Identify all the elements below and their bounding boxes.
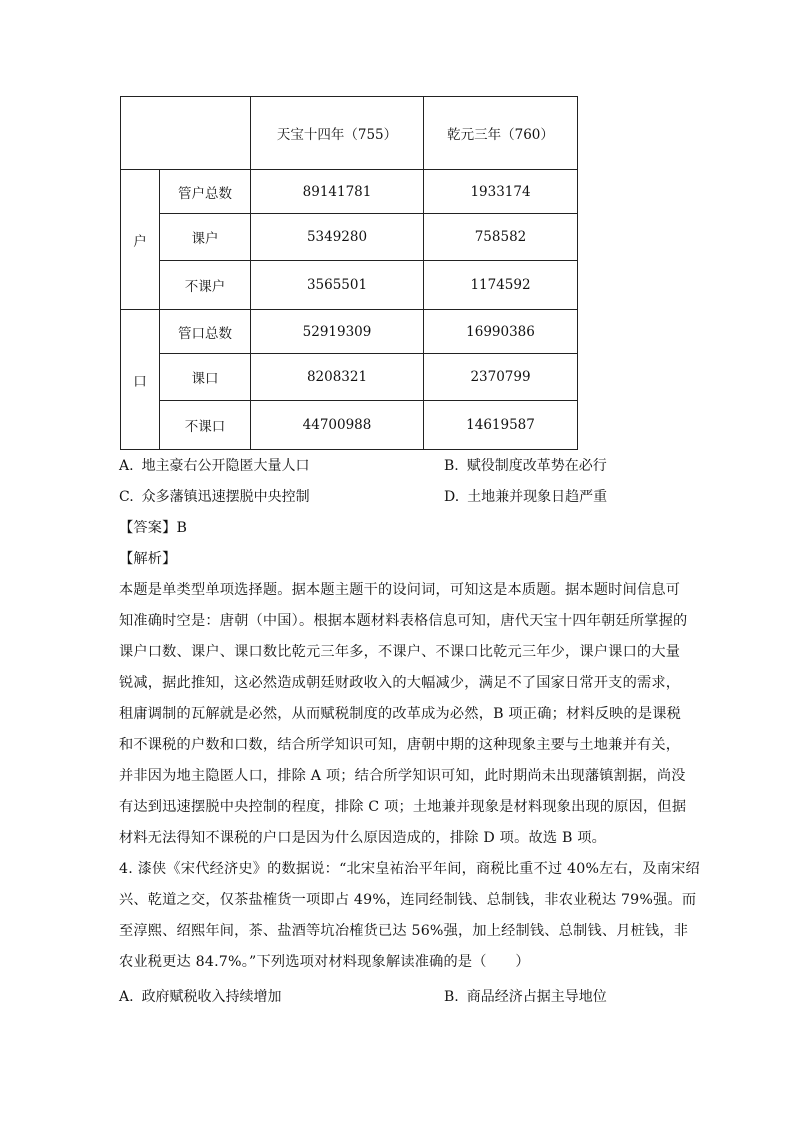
option-d [444,486,607,506]
analysis-text-line: 本题是单类型单项选择题。据本题主题干的设问词，可知这是本质题。据本题时间信息可 [119,582,681,598]
analysis-text-line: 课户口数、课户、课口数比乾元三年多，不课户、不课口比乾元三年少，课户课口的大量 [119,644,681,660]
cell-value: 44700988 [251,401,424,450]
analysis-text-line: 有达到迅速摆脱中央控制的程度，排除 C 项；土地兼并现象是材料现象出现的原因，但据 [119,799,687,815]
option-b [444,986,607,1006]
table-row [121,261,578,310]
row-label: 管口总数 [160,310,251,354]
option-a [119,455,310,475]
option-text: 地主豪右公开隐匿大量人口 [141,458,310,474]
cell-value: 5349280 [251,214,424,261]
option-a [119,986,282,1006]
option-text: 土地兼并现象日趋严重 [467,489,608,505]
question-4-line: 4. 漆侠《宋代经济史》的数据说：“北宋皇祐治平年间，商税比重不过 40%左右，及南宋绍 [119,861,700,877]
option-letter: A. [119,458,134,474]
cell-value: 2370799 [424,354,578,401]
row-label: 课户 [160,214,251,261]
table-header-row [121,97,578,170]
cell-value: 1933174 [424,170,578,214]
cell-value: 14619587 [424,401,578,450]
household-population-table [120,96,578,450]
option-text: 众多藩镇迅速摆脱中央控制 [141,489,310,505]
cell-value: 758582 [424,214,578,261]
analysis-text-line: 并非因为地主隐匿人口，排除 A 项；结合所学知识可知，此时期尚未出现藩镇割据，尚没 [119,768,686,784]
header-year-755: 天宝十四年（755） [251,97,424,170]
group-label-households: 户 [121,170,160,310]
question-4-line: 至淳熙、绍熙年间，茶、盐酒等坑冶榷货已达 56%强，加上经制钱、总制钱、月桩钱，非 [119,923,689,939]
question-4-line: 农业税更达 84.7%。”下列选项对材料现象解读准确的是（ ） [119,954,530,970]
cell-value: 52919309 [251,310,424,354]
analysis-text-line: 知准确时空是：唐朝（中国）。根据本题材料表格信息可知，唐代天宝十四年朝廷所掌握的 [119,613,688,629]
option-text: 赋役制度改革势在必行 [466,458,607,474]
cell-value: 3565501 [251,261,424,310]
table-row [121,170,578,214]
option-letter: B. [444,458,459,474]
option-text: 商品经济占据主导地位 [466,989,607,1005]
row-label: 课口 [160,354,251,401]
answer-line: 【答案】B [119,520,188,536]
cell-value: 8208321 [251,354,424,401]
option-c [119,486,310,506]
table-row [121,310,578,354]
header-year-760: 乾元三年（760） [424,97,578,170]
table-row [121,354,578,401]
row-label: 不课户 [160,261,251,310]
table-row [121,401,578,450]
option-letter: B. [444,989,459,1005]
analysis-text-line: 材料无法得知不课税的户口是因为什么原因造成的，排除 D 项。故选 B 项。 [119,830,607,846]
cell-value: 1174592 [424,261,578,310]
question-4-line: 兴、乾道之交，仅茶盐榷货一项即占 49%，连同经制钱、总制钱，非农业税达 79%强。而 [119,892,697,908]
analysis-text-line: 和不课税的户数和口数，结合所学知识可知，唐朝中期的这种现象主要与土地兼并有关， [119,737,681,753]
option-text: 政府赋税收入持续增加 [141,989,282,1005]
table-corner-cell [121,97,251,170]
table-row [121,214,578,261]
cell-value: 89141781 [251,170,424,214]
option-letter: C. [119,489,134,505]
cell-value: 16990386 [424,310,578,354]
option-letter: A. [119,989,134,1005]
row-label: 管户总数 [160,170,251,214]
analysis-heading: 【解析】 [119,551,177,567]
row-label: 不课口 [160,401,251,450]
option-b [444,455,607,475]
analysis-text-line: 租庸调制的瓦解就是必然，从而赋税制度的改革成为必然，B 项正确；材料反映的是课税 [119,706,682,722]
analysis-text-line: 锐减，据此推知，这必然造成朝廷财政收入的大幅减少，满足不了国家日常开支的需求， [119,675,681,691]
group-label-population: 口 [121,310,160,450]
option-letter: D. [444,489,460,505]
